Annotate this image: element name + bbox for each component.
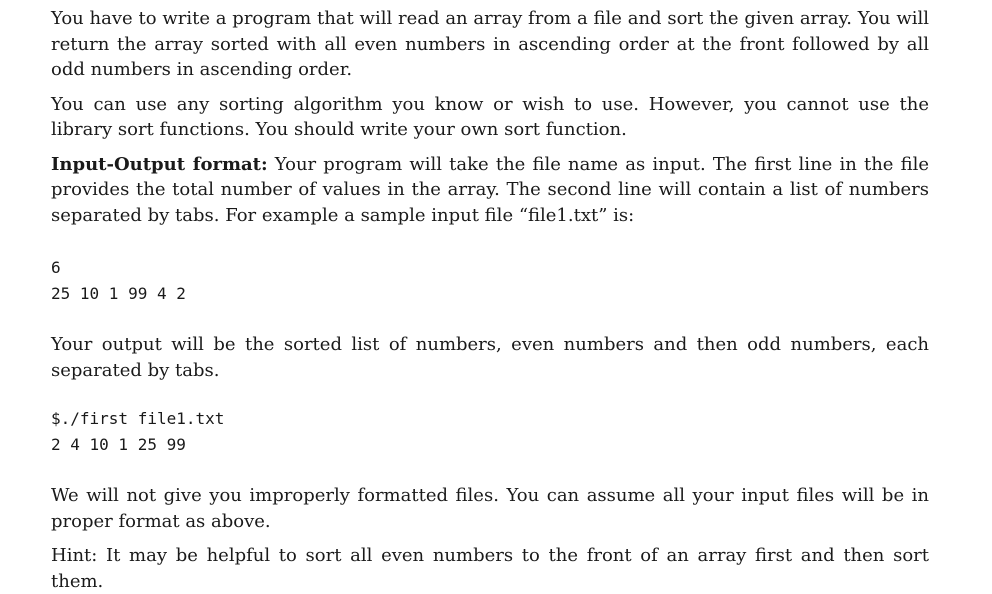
sample-command: $./first file1.txt: [51, 409, 225, 428]
io-format-label: Input-Output format:: [51, 153, 268, 175]
intro-paragraph: You have to write a program that will read an array from a file and sort the given array. You will return the array sorted with all even numbers in ascending order at the front followed by all odd numbers in ascending order.: [51, 8, 929, 80]
algorithm-paragraph: You can use any sorting algorithm you know or wish to use. However, you cannot use the library sort functions. You should write your own sort function.: [51, 93, 929, 140]
formatting-note-paragraph: We will not give you improperly formatted files. You can assume all your input files will be in proper format as above.: [51, 485, 929, 532]
sample-input-count: 6: [51, 258, 61, 277]
io-format-paragraph: [51, 152, 929, 229]
hint-paragraph: Hint: It may be helpful to sort all even numbers to the front of an array first and then sort them.: [51, 545, 929, 592]
io-format-text: Your program will take the file name as input. The first line in the file provides the total number of values in the array. The second line will contain a list of numbers separated by tabs. For example a sample input file “file1.txt” is:: [51, 153, 930, 226]
output-description-paragraph: Your output will be the sorted list of numbers, even numbers and then odd numbers, each separated by tabs.: [51, 334, 929, 381]
sample-input-values: 25 10 1 99 4 2: [51, 284, 186, 303]
sample-run-block: [51, 406, 929, 458]
sample-output: 2 4 10 1 25 99: [51, 435, 186, 454]
sample-input-block: [51, 255, 929, 307]
assignment-document: [51, 6, 929, 594]
